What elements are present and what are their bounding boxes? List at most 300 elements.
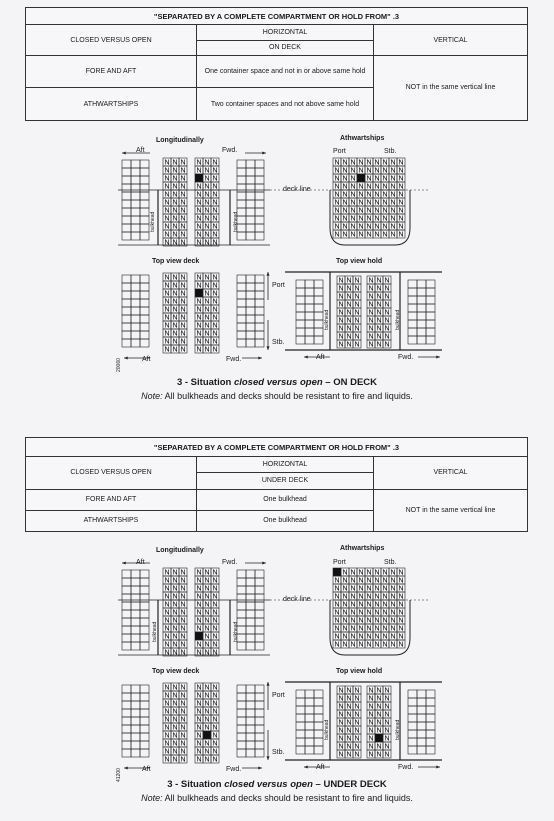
n-mark: N	[390, 617, 396, 625]
n-mark: N	[390, 159, 396, 167]
n-mark: N	[204, 724, 210, 732]
n-mark: N	[204, 633, 210, 641]
n-mark: N	[164, 290, 170, 298]
n-mark: N	[180, 633, 186, 641]
n-mark: N	[342, 609, 348, 617]
top-aft-stack-cell	[131, 315, 140, 323]
aft-stack-cell	[140, 160, 149, 168]
port-topview-label: Port	[272, 692, 285, 699]
top-fwd-stack-cell	[255, 733, 264, 741]
n-mark: N	[180, 167, 186, 175]
n-mark: N	[350, 617, 356, 625]
n-mark: N	[374, 641, 380, 649]
n-mark: N	[172, 322, 178, 330]
top-fwd-stack-cell	[246, 307, 255, 315]
stb-label: Stb.	[384, 559, 397, 566]
hold-fwd-stack-cell	[408, 328, 417, 336]
n-mark: N	[180, 700, 186, 708]
fwd-stack-cell	[246, 626, 255, 634]
aft-stack-cell	[122, 578, 131, 586]
hold-fwd-stack-cell	[417, 320, 426, 328]
athwartships-label: ATHWARTSHIPS	[26, 510, 197, 531]
aft-stack-cell	[140, 570, 149, 578]
n-mark: N	[204, 569, 210, 577]
aft-stack-cell	[131, 192, 140, 200]
hold-fwd-stack-cell	[408, 722, 417, 730]
n-mark: N	[180, 593, 186, 601]
n-mark: N	[204, 314, 210, 322]
fwd-hold-label: Fwd.	[398, 764, 414, 771]
n-mark: N	[180, 183, 186, 191]
n-mark: N	[398, 159, 404, 167]
n-mark: N	[368, 277, 374, 285]
n-mark: N	[212, 215, 218, 223]
aft-stack-cell	[140, 168, 149, 176]
hold-aft-stack-cell	[305, 722, 314, 730]
hold-aft-stack-cell	[305, 738, 314, 746]
top-n-right-cell	[203, 731, 211, 739]
n-mark: N	[368, 301, 374, 309]
n-mark: N	[212, 322, 218, 330]
n-mark: N	[358, 633, 364, 641]
n-mark: N	[368, 735, 374, 743]
fwd-stack-cell	[246, 602, 255, 610]
n-mark: N	[172, 708, 178, 716]
n-mark: N	[172, 298, 178, 306]
top-fwd-stack-cell	[255, 275, 264, 283]
deck-line-label: deck line	[283, 596, 311, 603]
hold-fwd-stack-cell	[417, 296, 426, 304]
top-fwd-stack-cell	[255, 307, 264, 315]
aft-stack-cell	[122, 176, 131, 184]
n-mark: N	[204, 708, 210, 716]
fwd-stack-cell	[237, 168, 246, 176]
n-mark: N	[334, 609, 340, 617]
aft-stack-cell	[131, 200, 140, 208]
n-mark: N	[204, 159, 210, 167]
top-aft-stack-cell	[122, 323, 131, 331]
hold-fwd-stack-cell	[426, 690, 435, 698]
hold-aft-stack-cell	[305, 304, 314, 312]
top-view-deck-label: Top view deck	[152, 258, 200, 265]
aft-hold-label: Aft	[316, 354, 325, 361]
hold-aft-stack-cell	[314, 336, 323, 344]
n-mark: N	[342, 191, 348, 199]
n-mark: N	[358, 199, 364, 207]
fwd-arrow-head	[262, 151, 266, 154]
n-mark: N	[180, 756, 186, 764]
n-mark: N	[398, 183, 404, 191]
bulkhead-hold-left: bulkhead	[324, 719, 330, 740]
aft-stack-cell	[122, 208, 131, 216]
fwd-stack-cell	[246, 160, 255, 168]
n-mark: N	[172, 199, 178, 207]
n-mark: N	[366, 601, 372, 609]
n-mark: N	[358, 231, 364, 239]
n-mark: N	[334, 183, 340, 191]
hold-aft-stack-cell	[314, 746, 323, 754]
n-mark: N	[342, 585, 348, 593]
fwd-stack-cell	[255, 618, 264, 626]
n-mark: N	[390, 215, 396, 223]
n-mark: N	[180, 290, 186, 298]
n-mark: N	[204, 601, 210, 609]
n-mark: N	[374, 593, 380, 601]
n-mark: N	[368, 325, 374, 333]
n-mark: N	[338, 695, 344, 703]
stowage-diagram-under-deck	[0, 410, 554, 821]
n-mark: N	[354, 703, 360, 711]
fwd-hold-arrow-head	[436, 765, 440, 768]
n-mark: N	[398, 167, 404, 175]
n-mark: N	[382, 191, 388, 199]
n-mark: N	[212, 231, 218, 239]
hold-aft-stack-cell	[305, 280, 314, 288]
hold-aft-stack-cell	[296, 706, 305, 714]
top-aft-stack-cell	[131, 709, 140, 717]
n-mark: N	[196, 716, 202, 724]
n-mark: N	[212, 617, 218, 625]
n-mark: N	[376, 341, 382, 349]
fore-aft-label: FORE AND AFT	[26, 55, 197, 88]
port-label: Port	[333, 559, 346, 566]
n-mark: N	[212, 330, 218, 338]
hold-fwd-stack-cell	[426, 328, 435, 336]
n-mark: N	[172, 290, 178, 298]
n-mark: N	[398, 601, 404, 609]
n-mark: N	[368, 333, 374, 341]
fwd-stack-cell	[246, 168, 255, 176]
n-mark: N	[374, 223, 380, 231]
n-mark: N	[212, 338, 218, 346]
n-mark: N	[382, 609, 388, 617]
n-mark: N	[374, 199, 380, 207]
fwd-stack-cell	[246, 570, 255, 578]
aft-stack-cell	[131, 570, 140, 578]
n-mark: N	[354, 277, 360, 285]
hold-aft-stack-cell	[314, 690, 323, 698]
n-mark: N	[398, 641, 404, 649]
n-mark: N	[366, 215, 372, 223]
top-aft-stack-cell	[131, 693, 140, 701]
n-mark: N	[346, 333, 352, 341]
n-mark: N	[376, 695, 382, 703]
n-mark: N	[342, 577, 348, 585]
top-view-hold-label: Top view hold	[336, 668, 383, 675]
n-mark: N	[374, 167, 380, 175]
fwd-stack-cell	[237, 192, 246, 200]
hold-fwd-stack-cell	[417, 304, 426, 312]
n-mark: N	[390, 231, 396, 239]
aft-stack-cell	[140, 184, 149, 192]
fore-aft-label: FORE AND AFT	[26, 489, 197, 510]
hold-aft-stack-cell	[314, 296, 323, 304]
port-arrow-head	[266, 682, 269, 686]
n-mark: N	[354, 719, 360, 727]
n-mark: N	[354, 711, 360, 719]
n-mark: N	[338, 703, 344, 711]
top-fwd-stack-cell	[237, 307, 246, 315]
aft-stack-cell	[131, 160, 140, 168]
top-fwd-stack-cell	[237, 749, 246, 757]
n-mark: N	[374, 183, 380, 191]
n-mark: N	[204, 239, 210, 247]
n-mark: N	[354, 687, 360, 695]
n-mark: N	[204, 700, 210, 708]
top-aft-stack-cell	[122, 339, 131, 347]
section-on-deck	[0, 0, 554, 410]
top-fwd-stack-cell	[237, 299, 246, 307]
n-mark: N	[172, 282, 178, 290]
aft-label: Aft	[136, 147, 145, 154]
aft-stack-cell	[131, 610, 140, 618]
n-mark: N	[164, 239, 170, 247]
n-mark: N	[172, 167, 178, 175]
fwd-stack-cell	[246, 578, 255, 586]
hold-aft-stack-cell	[296, 738, 305, 746]
n-mark: N	[376, 293, 382, 301]
n-mark: N	[212, 601, 218, 609]
n-mark: N	[390, 569, 396, 577]
n-mark: N	[354, 333, 360, 341]
n-mark: N	[390, 191, 396, 199]
fwd-label: Fwd.	[222, 559, 238, 566]
fwd-stack-cell	[237, 184, 246, 192]
top-aft-stack-cell	[131, 283, 140, 291]
n-mark: N	[180, 322, 186, 330]
n-mark: N	[366, 641, 372, 649]
top-fwd-stack-cell	[246, 275, 255, 283]
n-mark: N	[384, 751, 390, 759]
aft-stack-cell	[122, 216, 131, 224]
n-mark: N	[212, 167, 218, 175]
n-mark: N	[196, 322, 202, 330]
n-mark: N	[204, 322, 210, 330]
n-mark: N	[382, 159, 388, 167]
n-mark: N	[368, 695, 374, 703]
fwd-stack-cell	[246, 224, 255, 232]
hold-fwd-stack-cell	[426, 746, 435, 754]
top-aft-stack-cell	[140, 741, 149, 749]
top-aft-stack-cell	[140, 291, 149, 299]
n-mark: N	[172, 756, 178, 764]
n-mark: N	[366, 617, 372, 625]
n-mark: N	[384, 743, 390, 751]
n-mark: N	[196, 306, 202, 314]
hold-fwd-stack-cell	[408, 320, 417, 328]
side-code: 20060	[116, 358, 122, 372]
n-mark: N	[338, 727, 344, 735]
vertical-value: NOT in the same vertical line	[374, 489, 528, 531]
n-mark: N	[334, 577, 340, 585]
fwd-stack-cell	[237, 586, 246, 594]
fwd-topview-label: Fwd.	[226, 766, 242, 773]
n-mark: N	[164, 577, 170, 585]
n-mark: N	[212, 298, 218, 306]
top-fwd-stack-cell	[246, 693, 255, 701]
top-fwd-stack-cell	[255, 693, 264, 701]
fwd-hold-arrow-head	[436, 355, 440, 358]
n-mark: N	[374, 569, 380, 577]
bulkhead-label-left: bulkhead	[152, 621, 158, 642]
n-mark: N	[164, 708, 170, 716]
n-mark: N	[354, 301, 360, 309]
n-mark: N	[382, 183, 388, 191]
n-mark: N	[350, 207, 356, 215]
n-mark: N	[384, 687, 390, 695]
n-mark: N	[354, 325, 360, 333]
n-mark: N	[172, 338, 178, 346]
n-mark: N	[164, 346, 170, 354]
n-mark: N	[172, 617, 178, 625]
n-mark: N	[342, 159, 348, 167]
n-mark: N	[212, 716, 218, 724]
hold-fwd-stack-cell	[408, 280, 417, 288]
aft-stack-cell	[122, 232, 131, 240]
figure-note: Note: All bulkheads and decks should be resistant to fire and liquids.	[141, 793, 413, 803]
fwd-stack-cell	[255, 578, 264, 586]
closed-vs-open-header: CLOSED VERSUS OPEN	[26, 25, 197, 55]
top-aft-stack-cell	[131, 323, 140, 331]
n-mark: N	[204, 585, 210, 593]
fwd-stack-cell	[255, 192, 264, 200]
n-mark: N	[334, 617, 340, 625]
fwd-stack-cell	[246, 216, 255, 224]
hold-fwd-stack-cell	[417, 690, 426, 698]
aft-stack-cell	[122, 594, 131, 602]
n-mark: N	[212, 346, 218, 354]
aft-stack-cell	[140, 626, 149, 634]
n-mark: N	[204, 756, 210, 764]
hold-aft-stack-cell	[305, 730, 314, 738]
n-mark: N	[212, 223, 218, 231]
n-stack-right-cell	[195, 174, 203, 182]
n-mark: N	[180, 338, 186, 346]
n-mark: N	[382, 641, 388, 649]
n-mark: N	[376, 743, 382, 751]
aft-stack-cell	[140, 594, 149, 602]
fwd-topview-label: Fwd.	[226, 356, 242, 363]
location-header: UNDER DECK	[197, 472, 374, 489]
hold-fwd-stack-cell	[426, 336, 435, 344]
n-mark: N	[180, 585, 186, 593]
n-mark: N	[180, 191, 186, 199]
stb-arrow-head	[266, 756, 269, 760]
top-aft-stack-cell	[140, 283, 149, 291]
top-fwd-stack-cell	[255, 725, 264, 733]
hold-aft-stack-cell	[296, 690, 305, 698]
top-aft-stack-cell	[122, 283, 131, 291]
hold-aft-stack-cell	[305, 336, 314, 344]
fwd-stack-cell	[237, 610, 246, 618]
n-mark: N	[382, 175, 388, 183]
top-fwd-stack-cell	[246, 709, 255, 717]
hold-aft-stack-cell	[305, 288, 314, 296]
n-mark: N	[382, 167, 388, 175]
n-mark: N	[376, 301, 382, 309]
fwd-stack-cell	[255, 176, 264, 184]
n-mark: N	[180, 684, 186, 692]
n-mark: N	[180, 159, 186, 167]
hold-fwd-stack-cell	[408, 336, 417, 344]
top-fwd-stack-cell	[255, 717, 264, 725]
n-mark: N	[384, 735, 390, 743]
n-mark: N	[398, 609, 404, 617]
n-mark: N	[172, 239, 178, 247]
n-mark: N	[164, 740, 170, 748]
aft-stack-cell	[140, 610, 149, 618]
n-mark: N	[350, 569, 356, 577]
fwd-stack-cell	[246, 586, 255, 594]
n-mark: N	[368, 711, 374, 719]
fore-aft-value: One container space and not in or above same hold	[197, 55, 374, 88]
fwd-stack-cell	[255, 602, 264, 610]
n-mark: N	[368, 727, 374, 735]
n-mark: N	[338, 735, 344, 743]
n-mark: N	[212, 708, 218, 716]
n-mark: N	[196, 593, 202, 601]
n-mark: N	[368, 719, 374, 727]
n-mark: N	[358, 223, 364, 231]
aft-stack-cell	[140, 208, 149, 216]
stb-arrow-head	[266, 346, 269, 350]
n-mark: N	[384, 333, 390, 341]
n-mark: N	[384, 711, 390, 719]
n-mark: N	[358, 625, 364, 633]
n-mark: N	[212, 191, 218, 199]
n-mark: N	[204, 740, 210, 748]
n-mark: N	[180, 314, 186, 322]
hold-aft-stack-cell	[296, 336, 305, 344]
top-fwd-stack-cell	[255, 283, 264, 291]
n-mark: N	[164, 338, 170, 346]
n-stack-right-cell	[195, 632, 203, 640]
n-mark: N	[212, 633, 218, 641]
n-mark: N	[164, 207, 170, 215]
n-mark: N	[374, 617, 380, 625]
n-mark: N	[384, 301, 390, 309]
n-mark: N	[196, 740, 202, 748]
n-mark: N	[212, 239, 218, 247]
hold-fwd-stack-cell	[408, 706, 417, 714]
aft-stack-cell	[140, 192, 149, 200]
top-fwd-stack-cell	[255, 323, 264, 331]
n-mark: N	[350, 223, 356, 231]
n-mark: N	[164, 684, 170, 692]
n-mark: N	[204, 748, 210, 756]
n-mark: N	[180, 732, 186, 740]
hold-fwd-stack-cell	[408, 746, 417, 754]
n-mark: N	[398, 191, 404, 199]
athwartships-value: Two container spaces and not above same hold	[197, 88, 374, 121]
top-fwd-stack-cell	[246, 323, 255, 331]
n-mark: N	[382, 577, 388, 585]
n-mark: N	[390, 633, 396, 641]
n-mark: N	[358, 215, 364, 223]
top-aft-stack-cell	[140, 701, 149, 709]
n-mark: N	[334, 625, 340, 633]
n-mark: N	[204, 641, 210, 649]
aft-stack-cell	[131, 642, 140, 650]
n-mark: N	[350, 625, 356, 633]
n-mark: N	[196, 692, 202, 700]
vertical-value: NOT in the same vertical line	[374, 55, 528, 120]
aft-hold-arrow-head	[304, 355, 308, 358]
top-fwd-stack-cell	[237, 283, 246, 291]
n-mark: N	[354, 285, 360, 293]
figure-caption: 3 - Situation closed versus open – UNDER DECK	[167, 779, 387, 790]
n-mark: N	[204, 306, 210, 314]
